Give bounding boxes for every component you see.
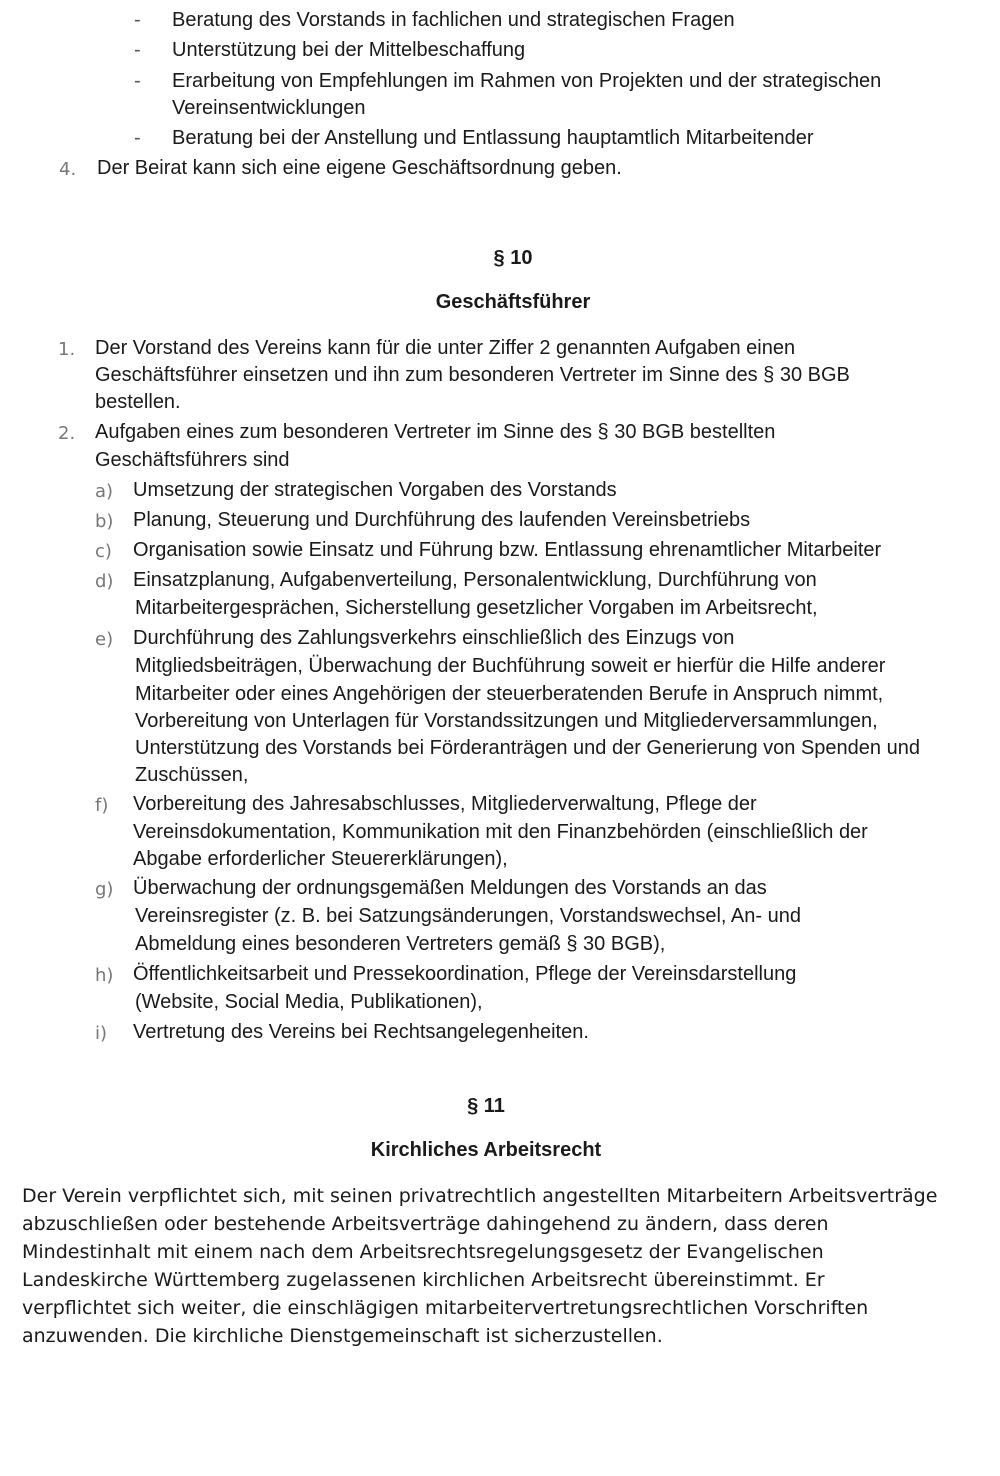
paragraph-line: anzuwenden. Die kirchliche Dienstgemeinschaft ist sicherzustellen. [22,1325,663,1347]
list-text: Geschäftsführers sind [95,449,290,471]
section-10-number: § 10 [493,247,533,269]
sublist-text: Vorbereitung des Jahresabschlusses, Mitgliederverwaltung, Pflege der [133,793,757,815]
list-number: 2. [58,423,76,444]
section-11-number: § 11 [467,1095,505,1117]
sublist-text: Mitarbeiter oder eines Angehörigen der steuerberatenden Berufe in Anspruch nimmt, [135,683,884,705]
sublist-text: Überwachung der ordnungsgemäßen Meldungen des Vorstands an das [133,877,767,899]
sublist-text: Vereinsdokumentation, Kommunikation mit den Finanzbehörden (einschließlich der [133,821,868,843]
paragraph-line: verpflichtet sich weiter, die einschlägigen mitarbeitervertretungsrechtlichen Vorschriften [22,1297,869,1319]
list-number: 4. [59,159,77,180]
sublist-marker: i) [95,1023,108,1044]
sublist-text: (Website, Social Media, Publikationen), [135,991,483,1013]
bullet-dash: - [134,127,141,149]
sublist-marker: h) [95,965,114,986]
bullet-text: Beratung des Vorstands in fachlichen und strategischen Fragen [172,9,735,31]
sublist-text: Umsetzung der strategischen Vorgaben des Vorstands [133,479,617,501]
bullet-text: Unterstützung bei der Mittelbeschaffung [172,39,526,61]
sublist-text: Planung, Steuerung und Durchführung des laufenden Vereinsbetriebs [133,509,751,531]
list-text: Der Beirat kann sich eine eigene Geschäftsordnung geben. [97,157,622,179]
sublist-marker: e) [95,629,114,650]
list-text: bestellen. [95,391,181,413]
sublist-text: Zuschüssen, [135,764,249,786]
section-11-paragraph [22,1182,982,1350]
sublist-marker: d) [95,571,114,592]
sublist-text: Mitgliedsbeiträgen, Überwachung der Buchführung soweit er hierfür die Hilfe anderer [135,655,886,677]
section-10-title: Geschäftsführer [435,291,591,313]
sublist-text: Durchführung des Zahlungsverkehrs einschließlich des Einzugs von [133,627,735,649]
sublist-marker: f) [95,795,109,816]
list-text: Aufgaben eines zum besonderen Vertreter im Sinne des § 30 BGB bestellten [95,421,776,443]
sublist-marker: g) [95,879,114,900]
bullet-dash: - [134,9,141,31]
bullet-dash: - [134,70,141,92]
sublist-text: Unterstützung des Vorstands bei Förderanträgen und der Generierung von Spenden und [135,737,920,759]
sublist-text: Einsatzplanung, Aufgabenverteilung, Personalentwicklung, Durchführung von [133,569,817,591]
list-text: Der Vorstand des Vereins kann für die unter Ziffer 2 genannten Aufgaben einen [95,337,796,359]
list-text: Geschäftsführer einsetzen und ihn zum besonderen Vertreter im Sinne des § 30 BGB [95,364,850,386]
bullet-text: Vereinsentwicklungen [172,97,366,119]
sublist-text: Vertretung des Vereins bei Rechtsangelegenheiten. [133,1021,589,1043]
bullet-dash: - [134,39,141,61]
sublist-text: Organisation sowie Einsatz und Führung bzw. Entlassung ehrenamtlicher Mitarbeiter [133,539,882,561]
bullet-text: Beratung bei der Anstellung und Entlassung hauptamtlich Mitarbeitender [172,127,814,149]
list-number: 1. [58,339,76,360]
sublist-text: Vorbereitung von Unterlagen für Vorstandssitzungen und Mitgliederversammlungen, [135,710,878,732]
section-11-title: Kirchliches Arbeitsrecht [370,1139,602,1161]
paragraph-line: Der Verein verpflichtet sich, mit seinen privatrechtlich angestellten Mitarbeitern Arbeitsverträge [22,1185,938,1207]
sublist-text: Vereinsregister (z. B. bei Satzungsänderungen, Vorstandswechsel, An- und [135,905,801,927]
sublist-marker: c) [95,541,112,562]
sublist-text: Abgabe erforderlicher Steuererklärungen), [133,848,508,870]
sublist-text: Mitarbeitergesprächen, Sicherstellung gesetzlicher Vorgaben im Arbeitsrecht, [135,597,818,619]
sublist-text: Abmeldung eines besonderen Vertreters gemäß § 30 BGB), [135,933,666,955]
sublist-text: Öffentlichkeitsarbeit und Pressekoordination, Pflege der Vereinsdarstellung [133,963,797,985]
paragraph-line: Mindestinhalt mit einem nach dem Arbeitsrechtsregelungsgesetz der Evangelischen [22,1241,824,1263]
paragraph-line: abzuschließen oder bestehende Arbeitsverträge dahingehend zu ändern, dass deren [22,1213,829,1235]
bullet-text: Erarbeitung von Empfehlungen im Rahmen von Projekten und der strategischen [172,70,882,92]
paragraph-line: Landeskirche Württemberg zugelassenen kirchlichen Arbeitsrecht übereinstimmt. Er [22,1269,825,1291]
sublist-marker: b) [95,511,114,532]
sublist-marker: a) [95,481,114,502]
